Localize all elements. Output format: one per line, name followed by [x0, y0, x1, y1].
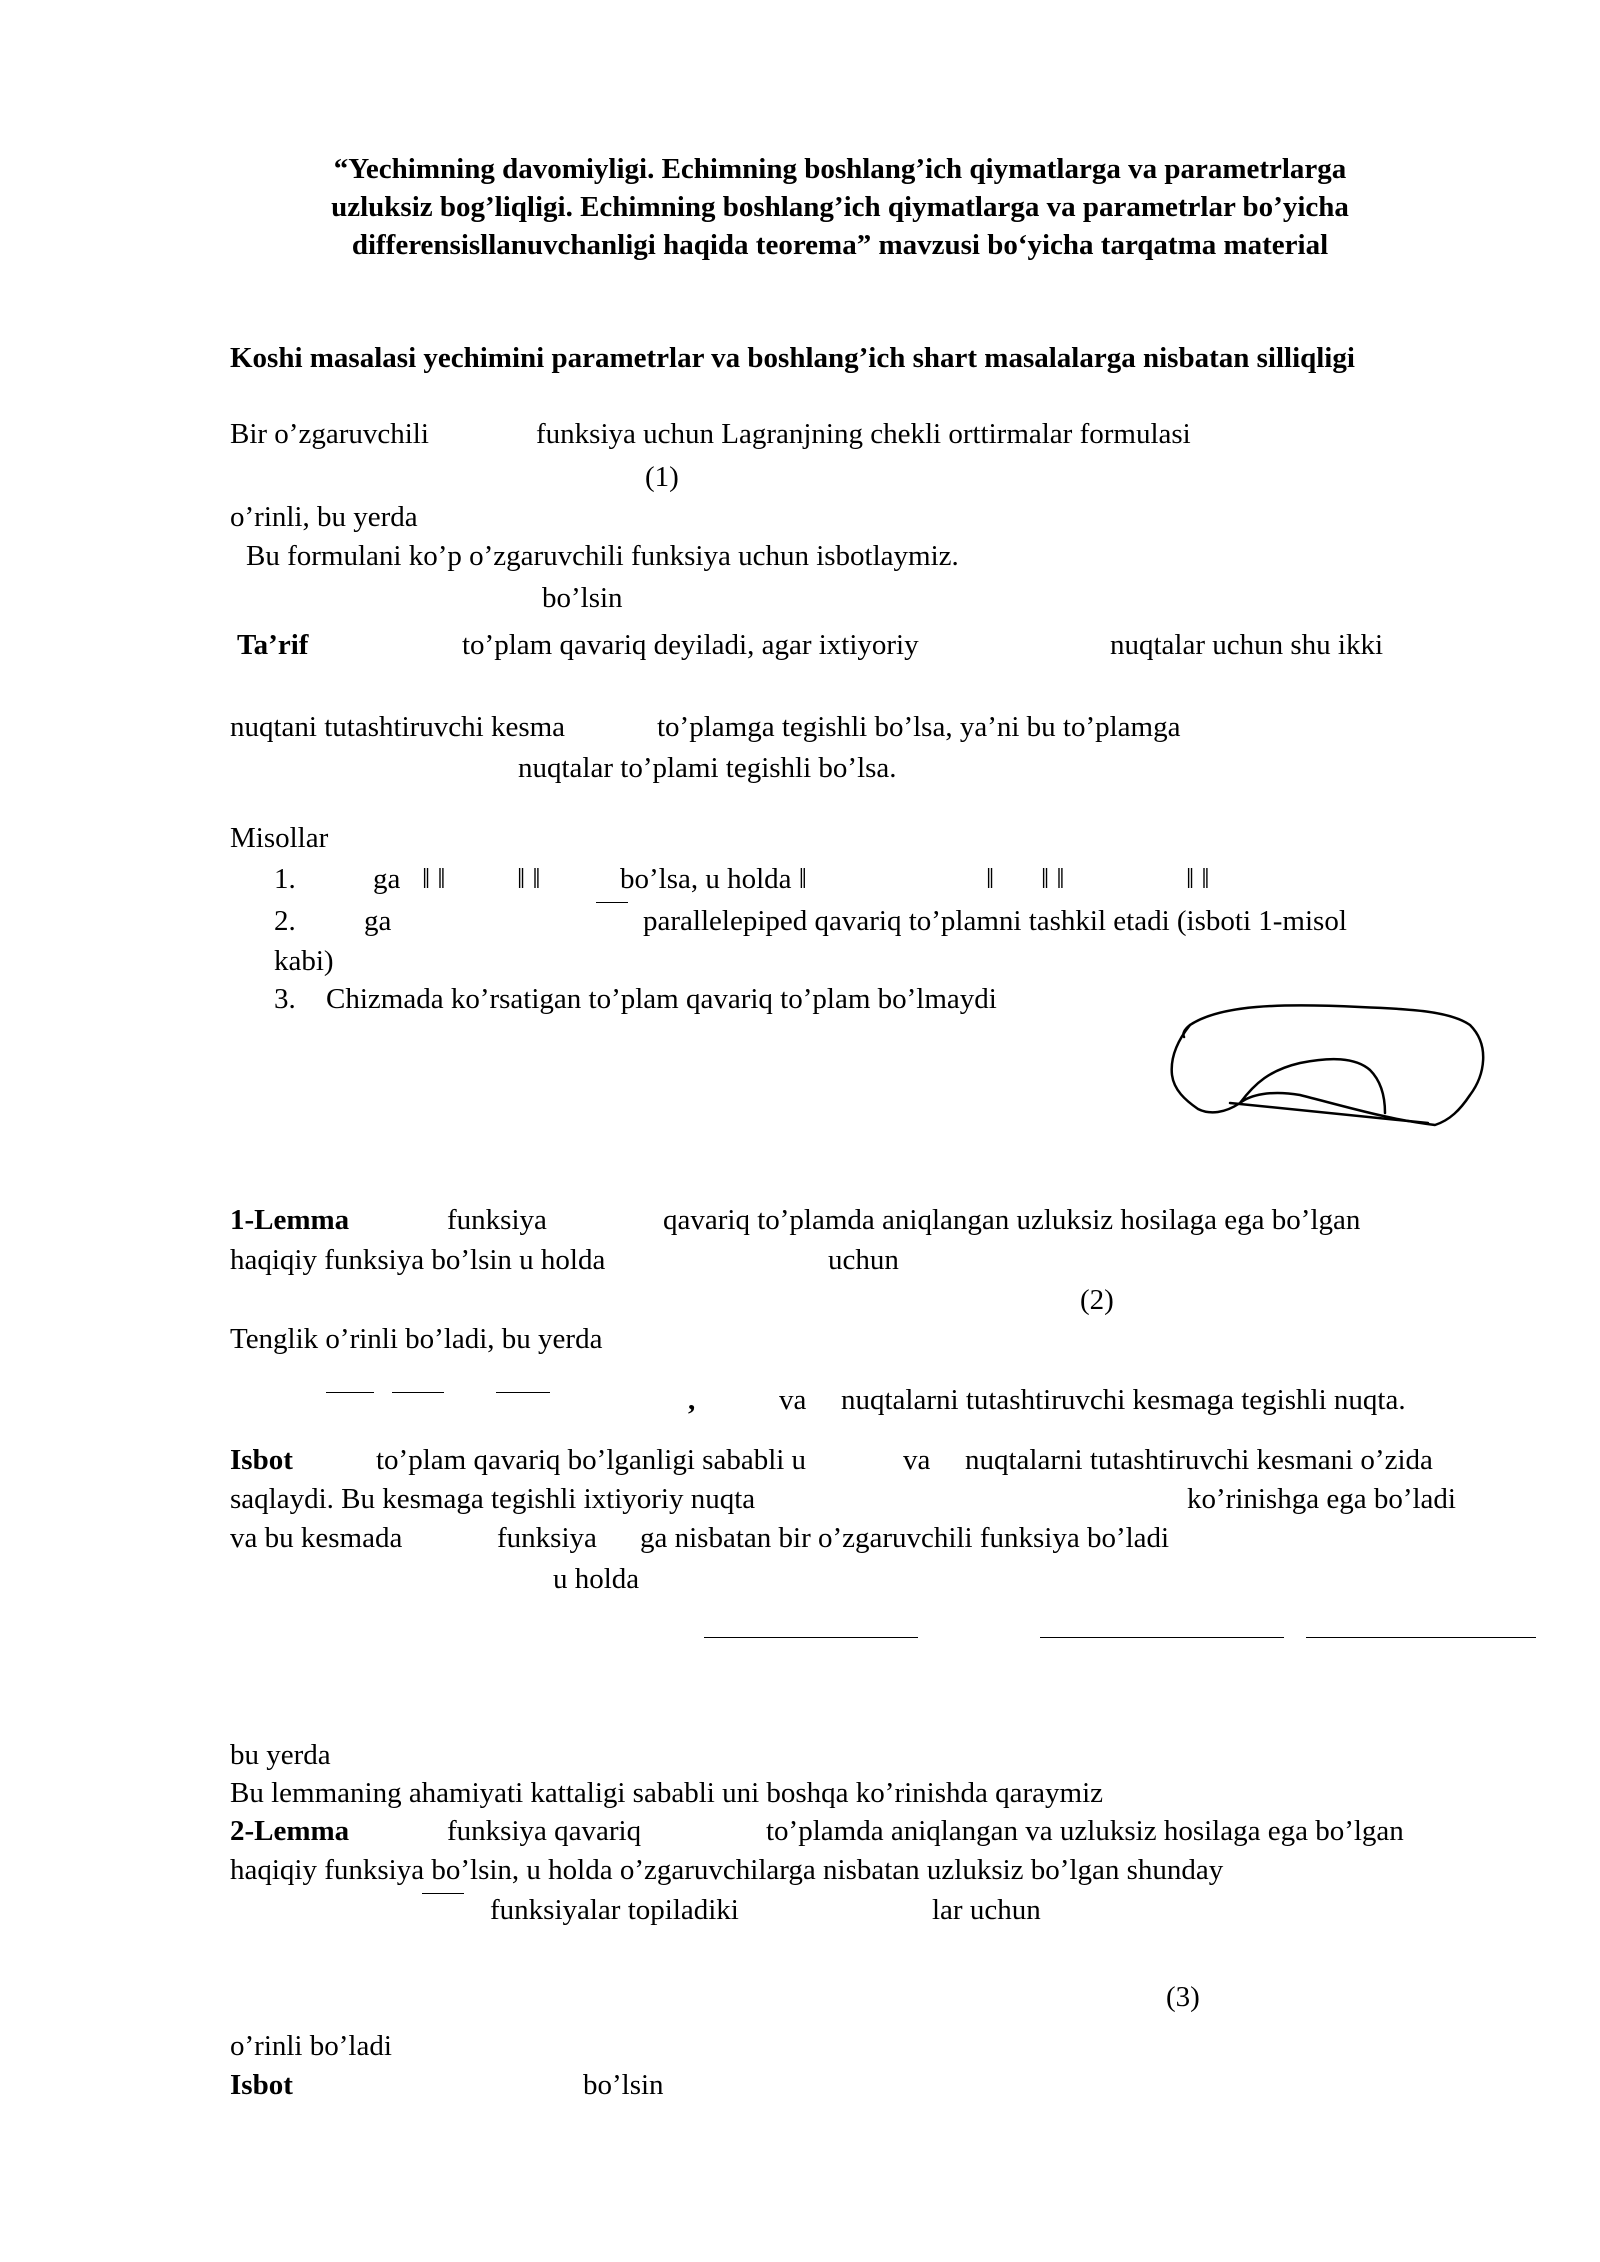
examples-heading: Misollar: [230, 822, 329, 854]
lemma-1-text-b: qavariq to’plamda aniqlangan uzluksiz hosilaga ega bo’lgan: [663, 1204, 1361, 1236]
lemma-2-label: 2-Lemma: [230, 1815, 350, 1847]
overline-mark: [422, 1893, 464, 1894]
example-3-text: Chizmada ko’rsatigan to’plam qavariq to’plam bo’lmaydi: [326, 983, 997, 1015]
proof-1-label: Isbot: [230, 1444, 293, 1476]
equation-number-2: (2): [1080, 1284, 1114, 1316]
fraction-bar: [1040, 1637, 1284, 1638]
example-1-norms-2: ‖ ‖: [517, 863, 541, 895]
proof-2-label: Isbot: [230, 2069, 293, 2101]
proof-1-text-d: ko’rinishga ega bo’ladi: [1187, 1483, 1456, 1515]
overline-mark: [392, 1392, 444, 1393]
example-number-1: 1.: [274, 863, 296, 895]
example-1-norms-1: ‖ ‖: [422, 863, 446, 895]
example-1-norms-4: ‖ ‖: [1041, 863, 1065, 895]
proof-1-text-a: to’plam qavariq bo’lganligi sababli u: [376, 1444, 807, 1476]
proof-1-text-i: bu yerda: [230, 1739, 331, 1771]
lemma-1-text-d: uchun: [828, 1244, 899, 1276]
intro-text-e: bo’lsin: [542, 582, 623, 614]
section-heading: Koshi masalasi yechimini parametrlar va boshlang’ich shart masalalarga nisbatan silliqligi: [230, 342, 1355, 374]
lemma-2-text-a: funksiya qavariq: [447, 1815, 642, 1847]
overline-mark: [326, 1392, 374, 1393]
example-2-text-a: ga: [364, 905, 392, 937]
example-2-text-c: kabi): [274, 945, 334, 977]
proof-1-text-b: nuqtalarni tutashtiruvchi kesmani o’zida: [965, 1444, 1433, 1476]
equation-number-1: (1): [645, 461, 679, 493]
lemma-2-text-f: o’rinli bo’ladi: [230, 2030, 392, 2062]
proof-1-va: va: [903, 1444, 931, 1476]
definition-text-e: nuqtalar to’plami tegishli bo’lsa.: [518, 752, 897, 784]
lemma-1-text-a: funksiya: [447, 1204, 547, 1236]
definition-text-b: nuqtalar uchun shu ikki: [1110, 629, 1384, 661]
example-1-norms-5: ‖ ‖: [1186, 863, 1210, 895]
definition-text-a: to’plam qavariq deyiladi, agar ixtiyoriy: [462, 629, 919, 661]
example-number-3: 3.: [274, 983, 296, 1015]
lemma-1-comma: ,: [688, 1384, 696, 1416]
title-line-3: differensisllanuvchanligi haqida teorema” mavzusi bo‘yicha tarqatma material: [351, 229, 1329, 261]
proof-1-text-g: ga nisbatan bir o’zgaruvchili funksiya bo’ladi: [640, 1522, 1170, 1554]
intro-text-c: o’rinli, bu yerda: [230, 501, 418, 533]
definition-text-d: to’plamga tegishli bo’lsa, ya’ni bu to’plamga: [657, 711, 1181, 743]
intro-text-b: funksiya uchun Lagranjning chekli orttirmalar formulasi: [536, 418, 1191, 450]
non-convex-set-sketch-icon: [1160, 995, 1500, 1145]
example-number-2: 2.: [274, 905, 296, 937]
example-1-text-a: ga: [373, 863, 401, 895]
proof-1-text-c: saqlaydi. Bu kesmaga tegishli ixtiyoriy nuqta: [230, 1483, 756, 1515]
proof-2-text-a: bo’lsin: [583, 2069, 664, 2101]
lemma-2-text-b: to’plamda aniqlangan va uzluksiz hosilaga ega bo’lgan: [766, 1815, 1404, 1847]
proof-1-text-f: funksiya: [497, 1522, 597, 1554]
equation-number-3: (3): [1166, 1981, 1200, 2013]
lemma-1-label: 1-Lemma: [230, 1204, 350, 1236]
intro-text-a: Bir o’zgaruvchili: [230, 418, 429, 450]
lemma-1-va: va: [779, 1384, 807, 1416]
definition-label: Ta’rif: [237, 629, 309, 661]
overline-mark: [496, 1392, 550, 1393]
example-2-text-b: parallelepiped qavariq to’plamni tashkil etadi (isboti 1-misol: [643, 905, 1347, 937]
lemma-1-text-e: Tenglik o’rinli bo’ladi, bu yerda: [230, 1323, 603, 1355]
proof-1-text-h: u holda: [553, 1563, 640, 1595]
lemma-2-text-c: haqiqiy funksiya bo’lsin, u holda o’zgaruvchilarga nisbatan uzluksiz bo’lgan shunday: [230, 1854, 1224, 1886]
fraction-bar: [704, 1637, 918, 1638]
lemma-1-text-c: haqiqiy funksiya bo’lsin u holda: [230, 1244, 606, 1276]
fraction-bar: [1306, 1637, 1536, 1638]
intro-text-d: Bu formulani ko’p o’zgaruvchili funksiya uchun isbotlaymiz.: [246, 540, 959, 572]
title-line-2: uzluksiz bog’liqligi. Echimning boshlang’ich qiymatlarga va parametrlar bo’yicha: [331, 191, 1349, 223]
lemma-1-text-f: nuqtalarni tutashtiruvchi kesmaga tegishli nuqta.: [841, 1384, 1406, 1416]
definition-text-c: nuqtani tutashtiruvchi kesma: [230, 711, 566, 743]
proof-1-text-e: va bu kesmada: [230, 1522, 403, 1554]
example-1-norms-3: ‖: [986, 863, 995, 895]
document-title: [230, 150, 1450, 264]
proof-1-text-j: Bu lemmaning ahamiyati kattaligi sababli uni boshqa ko’rinishda qaraymiz: [230, 1777, 1104, 1809]
overline-mark: [596, 902, 628, 903]
lemma-2-text-d: funksiyalar topiladiki: [490, 1894, 739, 1926]
lemma-2-text-e: lar uchun: [932, 1894, 1041, 1926]
title-line-1: “Yechimning davomiyligi. Echimning boshlang’ich qiymatlarga va parametrlarga: [333, 153, 1347, 185]
example-1-text-b: bo’lsa, u holda ‖: [620, 863, 807, 895]
